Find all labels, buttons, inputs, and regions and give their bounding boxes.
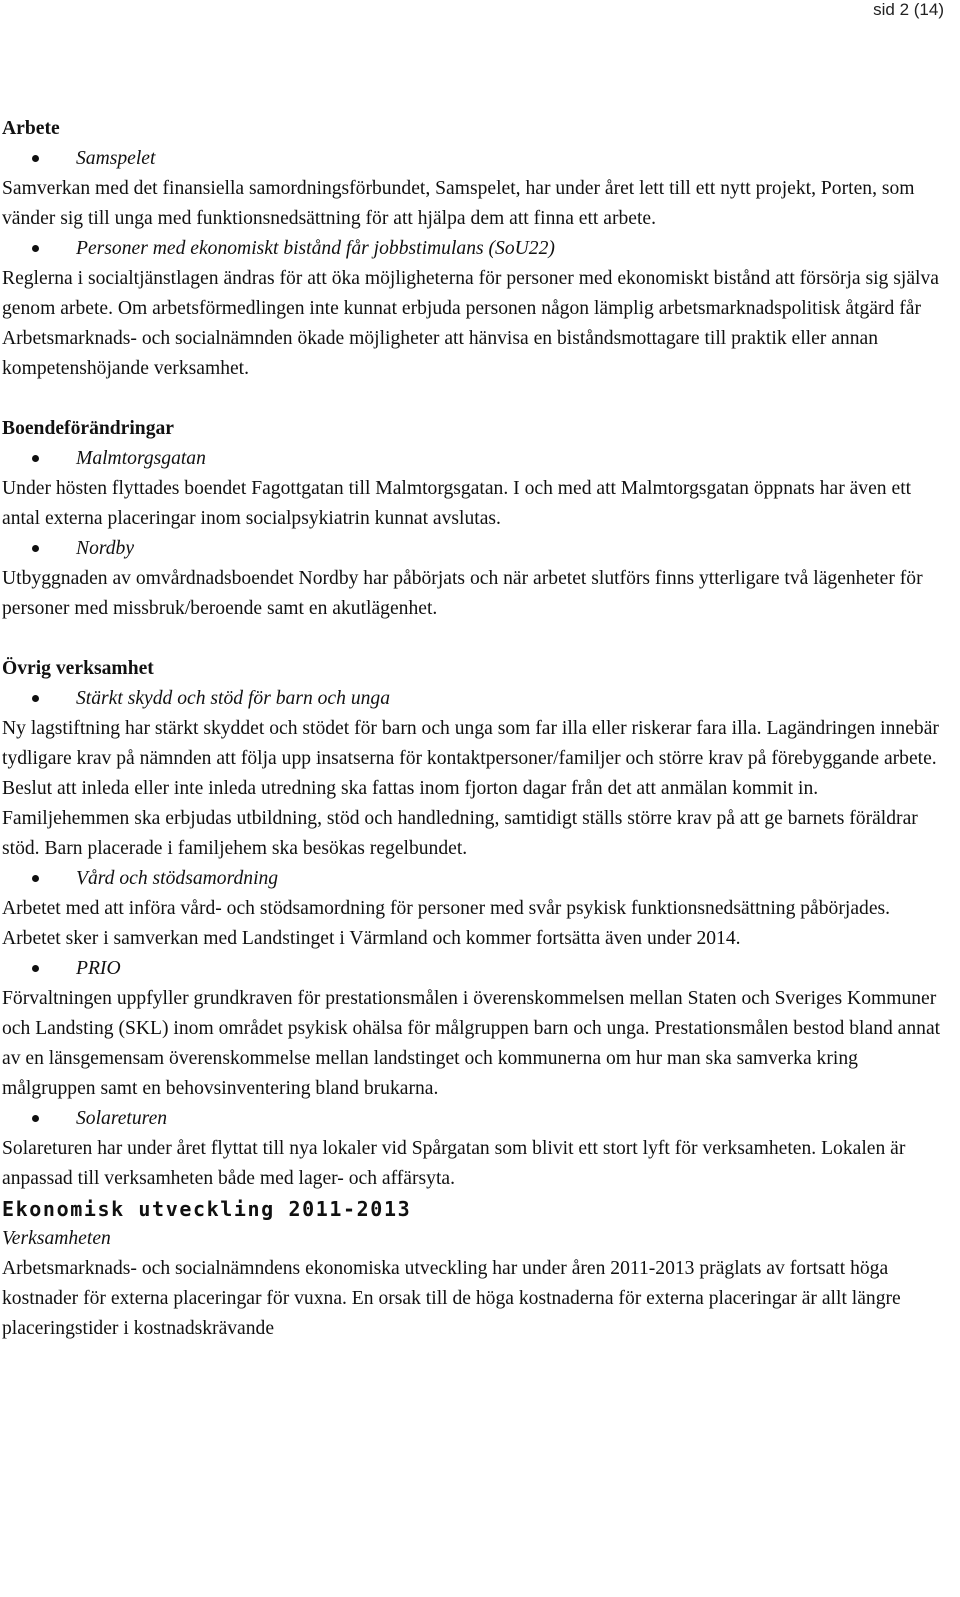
bullet-jobbstimulans [2,234,944,264]
paragraph-skydd: Ny lagstiftning har stärkt skyddet och stödet för barn och unga som far illa eller riskerar fara illa. Lagändringen innebär tydligare krav på nämnden att följa upp insatserna för kontaktpersoner/familjer och större krav på förebyggande arbete. Beslut att inleda eller inte inleda utredning ska fattas inom fjorton dagar från det att anmälan kommit in. Familjehemmen ska erbjudas utbildning, stöd och handledning, samtidigt ställs större krav på att ge barnets föräldrar stöd. Barn placerade i familjehem ska besökas regelbundet. [2,718,939,859]
bullet-samspelet [2,144,944,174]
bullet-label: Stärkt skydd och stöd för barn och unga [76,688,391,709]
bullet-label: Nordby [76,538,135,559]
bullet-prio [2,954,944,984]
bullet-label: Personer med ekonomiskt bistånd får jobbstimulans (SoU22) [76,238,555,259]
paragraph-ekonomi: Arbetsmarknads- och socialnämndens ekonomiska utveckling har under åren 2011-2013 präglats av fortsatt höga kostnader för externa placeringar för vuxna. En orsak till de höga kostnaderna för externa placeringar är allt längre placeringstider i kostnadskrävande [2,1258,901,1339]
paragraph-prio: Förvaltningen uppfyller grundkraven för prestationsmålen i överenskommelsen mellan Staten och Sveriges Kommuner och Landsting (SKL) inom området psykisk ohälsa för målgruppen barn och unga. Prestationsmålen bestod bland annat av en länsgemensam överenskommelse mellan landstinget och kommunerna om hur man ska samverka kring målgruppen samt en behovsinventering bland brukarna. [2,988,941,1099]
bullet-nordby [2,534,944,564]
section-title-ekonomi: Ekonomisk utveckling 2011-2013 [2,1197,412,1221]
bullet-label: Samspelet [76,148,156,169]
bullet-label: Malmtorgsgatan [76,448,206,469]
bullet-dot-icon [32,1115,39,1122]
section-title-arbete: Arbete [2,118,60,139]
bullet-label: PRIO [76,958,121,979]
bullet-dot-icon [32,545,39,552]
bullet-label: Vård och stödsamordning [76,868,279,889]
bullet-dot-icon [32,455,39,462]
bullet-dot-icon [32,155,39,162]
bullet-dot-icon [32,245,39,252]
bullet-label: Solareturen [76,1108,168,1129]
section-title-ovrig: Övrig verksamhet [2,658,154,679]
paragraph-malmtorgsgatan: Under hösten flyttades boendet Fagottgatan till Malmtorgsgatan. I och med att Malmtorgsgatan öppnats har även ett antal externa placeringar inom socialpsykiatrin kunnat avslutas. [2,478,912,529]
bullet-solareturen [2,1104,944,1134]
paragraph-vard: Arbetet med att införa vård- och stödsamordning för personer med svår psykisk funktionsnedsättning påbörjades. Arbetet sker i samverkan med Landstinget i Värmland och kommer fortsätta även under 2014. [2,898,891,949]
paragraph-solareturen: Solareturen har under året flyttat till nya lokaler vid Spårgatan som blivit ett stort lyft för verksamheten. Lokalen är anpassad till verksamheten både med lager- och affärsyta. [2,1138,906,1189]
subtitle-verksamheten: Verksamheten [2,1228,111,1249]
bullet-dot-icon [32,875,39,882]
section-title-boende: Boendeförändringar [2,418,174,439]
bullet-skydd [2,684,944,714]
bullet-dot-icon [32,965,39,972]
paragraph-nordby: Utbyggnaden av omvårdnadsboendet Nordby har påbörjats och när arbetet slutförs finns ytterligare två lägenheter för personer med missbruk/beroende samt en akutlägenhet. [2,568,923,619]
document-body [2,114,944,1344]
bullet-dot-icon [32,695,39,702]
page-number: sid 2 (14) [873,0,944,19]
paragraph-samspelet: Samverkan med det finansiella samordningsförbundet, Samspelet, har under året lett till ett nytt projekt, Porten, som vänder sig till unga med funktionsnedsättning för att hjälpa dem att finna ett arbete. [2,178,915,229]
paragraph-jobbstimulans: Reglerna i socialtjänstlagen ändras för att öka möjligheterna för personer med ekonomiskt bistånd att försörja sig själva genom arbete. Om arbetsförmedlingen inte kunnat erbjuda personen någon lämplig arbetsmarknadspolitisk åtgärd får Arbetsmarknads- och socialnämnden ökade möjligheter att hänvisa en biståndsmottagare till praktik eller annan kompetenshöjande verksamhet. [2,268,939,379]
bullet-malmtorgsgatan [2,444,944,474]
bullet-vard [2,864,944,894]
